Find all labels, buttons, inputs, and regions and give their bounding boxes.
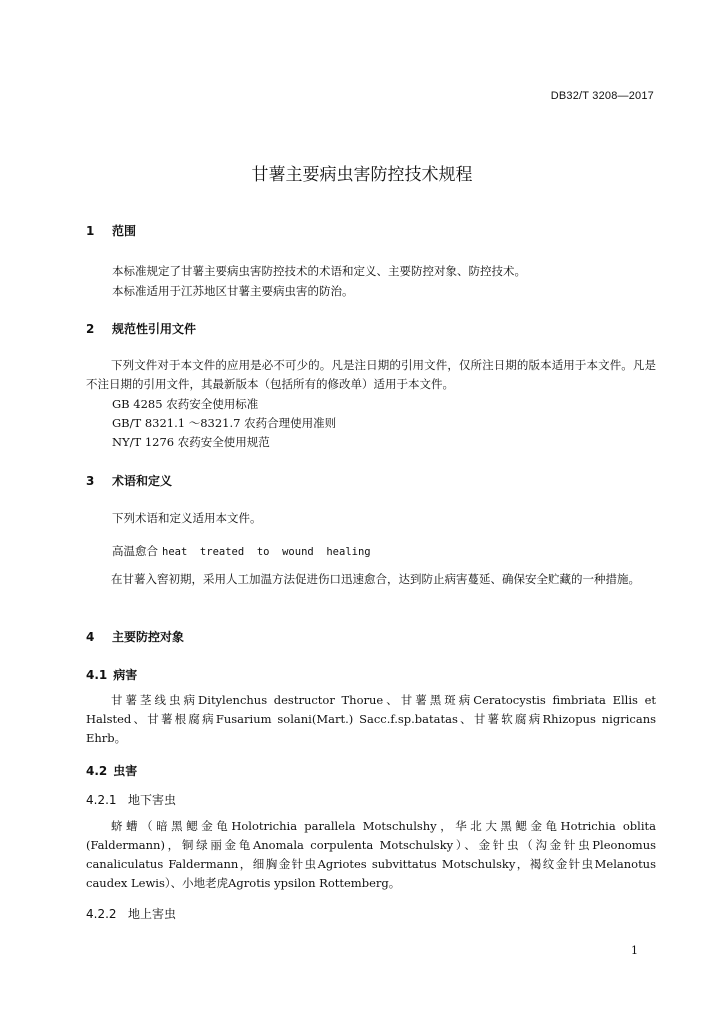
term-english: heat treated to wound healing [162,546,371,558]
section-number: 3 [86,474,95,488]
term-definition: 在甘薯入窖初期，采用人工加温方法促进伤口迅速愈合，达到防止病害蔓延、确保安全贮藏的一种措施。 [111,572,640,586]
section-heading-4-2-2 [86,905,176,922]
section-number: 4.2 [86,764,108,778]
section-number: 4 [86,630,95,644]
section-title: 地下害虫 [128,793,177,807]
paragraph: 下列文件对于本文件的应用是必不可少的。凡是注日期的引用文件，仅所注日期的版本适用于本文件。凡是不注日期的引用文件，其最新版本（包括所有的修改单）适用于本文件。 [86,358,656,391]
section-heading-4-1 [86,666,137,683]
term-chinese: 高温愈合 [112,544,158,558]
section-title: 主要防控对象 [112,630,185,644]
page-number: 1 [631,944,638,957]
section-heading-1 [86,222,136,239]
paragraph: 下列术语和定义适用本文件。 [112,511,262,525]
section-title: 术语和定义 [112,474,173,488]
section-title: 范围 [112,224,137,238]
section-heading-2 [86,320,196,337]
section-number: 4.1 [86,668,108,682]
term-entry [112,543,371,559]
reference-item: GB/T 8321.1 ～8321.7 农药合理使用准则 [112,416,337,430]
page-title: 甘薯主要病虫害防控技术规程 [251,165,473,185]
paragraph: 蛴螬（暗黑鳃金龟Holotrichia parallela Motschulshy，华北大黑鳃金龟Hotrichia oblita (Faldermann)，铜绿丽金龟Anomala corpulenta Motschulsky）、金针虫（沟金针虫Pleonomus canaliculatus Faldermann，细胸金针虫Agriotes subvittatus Motschulsky，褐纹金针虫Melanotus caudex Lewis）、小地老虎Agrotis ypsilon Rottemberg。 [86,819,656,890]
section-heading-4-2-1 [86,791,176,808]
section-number: 2 [86,322,95,336]
section-title: 病害 [113,668,138,682]
document-id: DB32/T 3208—2017 [550,90,654,102]
section-heading-4-2 [86,762,137,779]
section-title: 规范性引用文件 [112,322,197,336]
section-heading-4 [86,628,184,645]
section-title: 地上害虫 [128,907,177,921]
reference-item: GB 4285 农药安全使用标准 [112,397,259,411]
section-title: 虫害 [113,764,138,778]
section-number: 4.2.2 [86,907,117,921]
section-number: 4.2.1 [86,793,117,807]
paragraph: 本标准适用于江苏地区甘薯主要病虫害的防治。 [112,284,354,298]
paragraph: 本标准规定了甘薯主要病虫害防控技术的术语和定义、主要防控对象、防控技术。 [112,264,526,278]
section-number: 1 [86,224,95,238]
section-heading-3 [86,472,172,489]
reference-item: NY/T 1276 农药安全使用规范 [112,435,270,449]
paragraph: 甘薯茎线虫病Ditylenchus destructor Thorue、甘薯黑斑病Ceratocystis fimbriata Ellis et Halsted、甘薯根腐病Fusarium solani(Mart.) Sacc.f.sp.batatas、甘薯软腐病Rhizopus nigricans Ehrb。 [86,693,656,745]
